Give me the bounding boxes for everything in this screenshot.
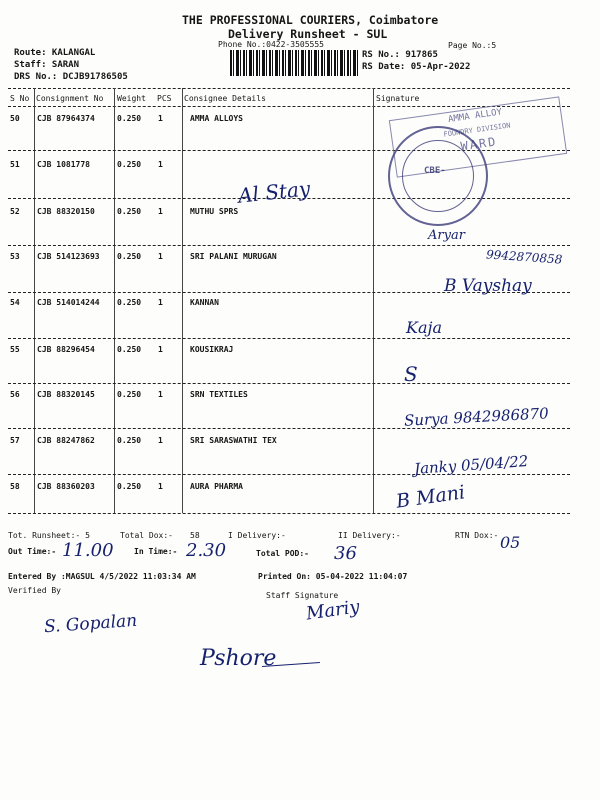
row-weight: 0.250 — [117, 390, 142, 399]
table-row — [0, 345, 570, 357]
row-sno: 58 — [10, 482, 20, 491]
route: Route: KALANGAL — [14, 48, 96, 58]
total-runsheet: Tot. Runsheet:- 5 — [8, 531, 90, 540]
company-title: THE PROFESSIONAL COURIERS, Coimbatore — [182, 13, 439, 27]
row-pcs: 1 — [158, 252, 163, 261]
signature-row-54: Kaja — [406, 318, 442, 337]
circular-seal-inner — [402, 140, 474, 212]
row-consignee: AURA PHARMA — [190, 482, 243, 491]
row-consignment: CJB 1081778 — [37, 160, 90, 169]
out-time-value: 11.00 — [62, 540, 114, 561]
signature-row-53: B Vayshay — [444, 276, 532, 296]
row-consignment: CJB 88320150 — [37, 207, 95, 216]
row-consignment: CJB 88247862 — [37, 436, 95, 445]
row-pcs: 1 — [158, 298, 163, 307]
row-consignee: SRI SARASWATHI TEX — [190, 436, 277, 445]
table-row — [0, 252, 570, 264]
row-consignee: MUTHU SPRS — [190, 207, 239, 216]
stamp-line: AMMA ALLOY — [447, 107, 503, 125]
row-pcs: 1 — [158, 160, 163, 169]
row-consignment: CJB 88360203 — [37, 482, 95, 491]
signature-amma-alloys: Al Stay — [236, 176, 312, 208]
total-dox-value: 58 — [190, 531, 200, 540]
staff-signature-label: Staff Signature — [266, 591, 339, 600]
row-weight: 0.250 — [117, 114, 142, 123]
verified-by-label: Verified By — [8, 586, 61, 595]
drs-number: DRS No.: DCJB91786505 — [14, 72, 128, 82]
row-sno: 54 — [10, 298, 20, 307]
bottom-signature: Pshore — [200, 646, 277, 671]
in-time-value: 2.30 — [186, 540, 227, 561]
col-weight: Weight — [117, 94, 146, 103]
col-consignment: Consignment No — [36, 94, 104, 103]
row-rule — [8, 338, 570, 339]
row-pcs: 1 — [158, 482, 163, 491]
row-weight: 0.250 — [117, 160, 142, 169]
phone-number: Phone No.:0422-3505555 — [218, 40, 324, 49]
entered-by: Entered By :MAGSUL 4/5/2022 11:03:34 AM — [8, 572, 196, 581]
row-sno: 55 — [10, 345, 20, 354]
printed-on: Printed On: 05-04-2022 11:04:07 — [258, 572, 408, 581]
stamp-line: FOUNDRY DIVISION — [443, 121, 511, 139]
table-row — [0, 207, 570, 219]
row-pcs: 1 — [158, 345, 163, 354]
row-rule — [8, 474, 570, 475]
row-consignee: SRN TEXTILES — [190, 390, 248, 399]
signature-row-53-phone: 9942870858 — [485, 247, 563, 267]
col-sno: S No — [10, 94, 30, 103]
row-weight: 0.250 — [117, 207, 142, 216]
runsheet-title: Delivery Runsheet - SUL — [228, 27, 388, 41]
col-pcs: PCS — [157, 94, 172, 103]
table-row — [0, 482, 570, 494]
rs-date: RS Date: 05-Apr-2022 — [362, 62, 471, 72]
rs-number: RS No.: 917865 — [362, 50, 438, 60]
row-consignee: KOUSIKRAJ — [190, 345, 234, 354]
col-signature: Signature — [376, 94, 420, 103]
signature-row-55: S — [404, 362, 418, 386]
staff-signature: Mariy — [304, 596, 361, 625]
row-consignment: CJB 88296454 — [37, 345, 95, 354]
i-delivery: I Delivery:- — [228, 531, 286, 540]
table-top-rule — [8, 88, 570, 89]
row-consignee: AMMA ALLOYS — [190, 114, 243, 123]
page-number: Page No.:5 — [448, 41, 497, 50]
verified-signature: S. Gopalan — [43, 610, 138, 638]
signature-row-56: Surya 9842986870 — [403, 404, 550, 430]
total-dox-label: Total Dox:- — [120, 531, 173, 540]
row-consignee: KANNAN — [190, 298, 219, 307]
row-sno: 57 — [10, 436, 20, 445]
row-sno: 51 — [10, 160, 20, 169]
row-pcs: 1 — [158, 390, 163, 399]
rtn-dox-label: RTN Dox:- — [455, 531, 499, 540]
row-rule — [8, 383, 570, 384]
row-consignment: CJB 514123693 — [37, 252, 100, 261]
signature-row-58: B Mani — [394, 481, 467, 513]
row-consignment: CJB 87964374 — [37, 114, 95, 123]
row-weight: 0.250 — [117, 436, 142, 445]
circular-seal — [388, 126, 488, 226]
in-time-label: In Time:- — [134, 547, 178, 556]
row-sno: 56 — [10, 390, 20, 399]
row-rule — [8, 245, 570, 246]
row-consignee: SRI PALANI MURUGAN — [190, 252, 277, 261]
ii-delivery: II Delivery:- — [338, 531, 401, 540]
row-weight: 0.250 — [117, 298, 142, 307]
out-time-label: Out Time:- — [8, 547, 57, 556]
row-rule — [8, 428, 570, 429]
table-row — [0, 298, 570, 310]
row-sno: 52 — [10, 207, 20, 216]
rtn-dox-value: 05 — [500, 533, 521, 552]
table-row — [0, 390, 570, 402]
row-sno: 53 — [10, 252, 20, 261]
row-pcs: 1 — [158, 436, 163, 445]
barcode — [230, 50, 360, 76]
col-consignee: Consignee Details — [184, 94, 266, 103]
staff: Staff: SARAN — [14, 60, 80, 70]
row-weight: 0.250 — [117, 345, 142, 354]
total-pod-value: 36 — [334, 543, 357, 564]
row-consignment: CJB 88320145 — [37, 390, 95, 399]
seal-text: CBE- — [424, 166, 446, 176]
stamp-line: WARD — [459, 134, 499, 154]
row-weight: 0.250 — [117, 482, 142, 491]
row-pcs: 1 — [158, 207, 163, 216]
row-pcs: 1 — [158, 114, 163, 123]
total-pod-label: Total POD:- — [256, 549, 309, 558]
table-bottom-rule — [8, 513, 570, 514]
signature-row-52: Aryar — [428, 228, 465, 243]
signature-row-57: Janky 05/04/22 — [413, 452, 529, 478]
row-weight: 0.250 — [117, 252, 142, 261]
table-row — [0, 436, 570, 448]
row-consignment: CJB 514014244 — [37, 298, 100, 307]
row-sno: 50 — [10, 114, 20, 123]
